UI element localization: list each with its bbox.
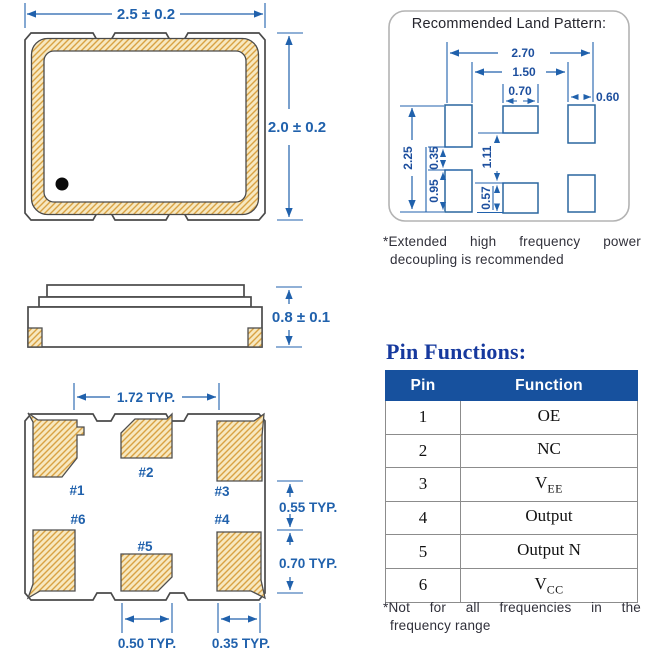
pin-function <box>461 434 638 468</box>
pad-3 <box>217 414 264 481</box>
pin-function <box>461 401 638 435</box>
pin-functions-table <box>385 370 638 603</box>
table-row <box>386 568 638 602</box>
side-view-dimensions <box>272 287 330 347</box>
land-pattern-note <box>383 233 641 269</box>
pad-6-label: #6 <box>70 512 86 527</box>
side-pad-left <box>28 328 42 347</box>
function-text: NC <box>537 439 561 459</box>
table-row <box>386 501 638 535</box>
pin-number: 6 <box>386 568 461 602</box>
dim-row-gap-label: 0.55 TYP. <box>279 500 338 515</box>
pin-function <box>461 501 638 535</box>
dim-thickness-label: 0.8 ± 0.1 <box>271 309 331 326</box>
land-pattern-title: Recommended Land Pattern: <box>411 16 607 32</box>
pin-number: 3 <box>386 468 461 502</box>
side-body <box>28 307 262 347</box>
pin-function <box>461 468 638 502</box>
dim-height-label: 2.0 ± 0.2 <box>267 119 327 136</box>
function-text: V <box>535 472 548 492</box>
package-top-view <box>25 3 326 220</box>
note-line: *Extended high frequency power <box>383 234 641 249</box>
dim-pad-height-label: 0.70 TYP. <box>279 556 338 571</box>
package-bottom-view <box>25 383 337 651</box>
lid-inner <box>44 51 246 202</box>
note-line: frequency range <box>390 618 491 633</box>
function-text: Output <box>525 506 573 526</box>
pad-4 <box>217 532 265 598</box>
pad-5-label: #5 <box>137 539 153 554</box>
package-side-view <box>28 285 330 347</box>
side-lid-top <box>47 285 244 297</box>
note-line: decoupling is recommended <box>390 252 564 267</box>
note-line: *Not for all frequencies in the <box>383 600 641 615</box>
dim-overall-width: 2.70 <box>511 46 535 60</box>
dim-corner-pad-width-label: 0.35 TYP. <box>211 636 271 651</box>
table-row <box>386 434 638 468</box>
pad-5 <box>121 554 172 591</box>
pin-function <box>461 568 638 602</box>
dim-inner-width: 1.50 <box>512 65 536 79</box>
table-row <box>386 401 638 435</box>
pin-function <box>461 535 638 569</box>
frequency-note <box>383 599 641 635</box>
dim-gap: 0.35 <box>427 146 441 170</box>
pad-2-label: #2 <box>138 465 154 480</box>
table-header-row <box>386 371 638 401</box>
dim-overall-height: 2.25 <box>401 146 415 170</box>
table-row <box>386 468 638 502</box>
pin-number: 1 <box>386 401 461 435</box>
pin-number: 4 <box>386 501 461 535</box>
pad-6 <box>28 530 75 598</box>
dim-pad-width: 0.70 <box>508 84 532 98</box>
dim-bottom-offset: 0.57 <box>479 186 493 210</box>
function-subscript: CC <box>546 581 564 596</box>
pad-1-label: #1 <box>69 483 85 498</box>
pin-column-header: Pin <box>386 371 461 401</box>
pin1-marker-dot <box>56 178 69 191</box>
pad-3-label: #3 <box>214 484 230 499</box>
table-row <box>386 535 638 569</box>
dim-row-spacing: 1.11 <box>480 145 494 169</box>
dim-width-label: 2.5 ± 0.2 <box>116 6 176 23</box>
side-pad-right <box>248 328 262 347</box>
dim-center-pad-width-label: 0.50 TYP. <box>117 636 177 651</box>
dim-right-pad-width: 0.60 <box>596 90 620 104</box>
side-lid <box>39 297 251 307</box>
pin-number: 5 <box>386 535 461 569</box>
pin-functions-title: Pin Functions: <box>386 339 527 364</box>
pad-4-label: #4 <box>214 512 230 527</box>
function-text: OE <box>537 405 561 425</box>
function-column-header: Function <box>461 371 638 401</box>
function-text: Output N <box>517 539 581 559</box>
dim-pad-pitch-label: 1.72 TYP. <box>116 390 176 405</box>
land-pattern-view <box>389 11 629 221</box>
function-text: V <box>534 573 547 593</box>
pin-number: 2 <box>386 434 461 468</box>
dim-pad-height: 0.95 <box>427 179 441 203</box>
function-subscript: EE <box>547 481 563 496</box>
